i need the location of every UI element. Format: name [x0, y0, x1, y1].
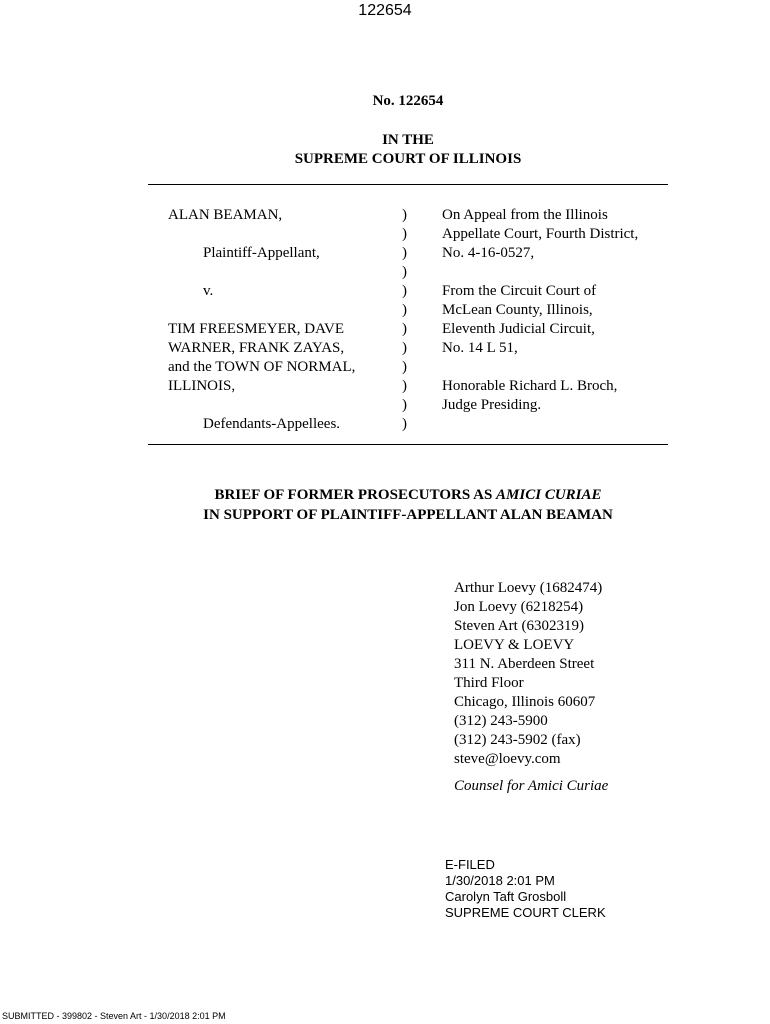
caption-party-line: WARNER, FRANK ZAYAS, [168, 340, 345, 356]
efiled-line: Carolyn Taft Grosboll [445, 889, 567, 904]
efiled-line: 1/30/2018 2:01 PM [445, 873, 555, 888]
caption-party-line: Defendants-Appellees. [203, 416, 341, 432]
counsel-line: Jon Loevy (6218254) [454, 599, 584, 615]
caption-party-line [168, 396, 355, 415]
court-name [0, 131, 770, 169]
caption-appeal-line: McLean County, Illinois, [442, 302, 593, 318]
caption-appeal-line [442, 358, 638, 377]
caption-party-line: TIM FREESMEYER, DAVE [168, 321, 344, 337]
caption-paren: ) [402, 283, 407, 299]
brief-title [0, 485, 770, 525]
counsel-line: Arthur Loevy (1682474) [454, 580, 603, 596]
caption-party-line [168, 225, 355, 244]
caption-paren: ) [402, 302, 407, 318]
caption-appeal-line [442, 415, 638, 434]
caption-paren: ) [402, 416, 407, 432]
page-header-number: 122654 [358, 2, 412, 19]
counsel-line: (312) 243-5900 [454, 713, 548, 729]
caption-appeal-line: From the Circuit Court of [442, 283, 597, 299]
caption-party-line [168, 263, 355, 282]
bottom-rule [148, 444, 668, 445]
court-line-1: IN THE [382, 132, 434, 148]
caption-paren: ) [402, 397, 407, 413]
counsel-block [454, 579, 608, 796]
caption-appeal-line [442, 263, 638, 282]
top-rule [148, 184, 668, 185]
caption-paren: ) [402, 264, 407, 280]
caption-paren: ) [402, 226, 407, 242]
caption-parentheses [402, 206, 407, 434]
caption-paren: ) [402, 245, 407, 261]
counsel-line: Chicago, Illinois 60607 [454, 694, 596, 710]
caption-paren: ) [402, 340, 407, 356]
counsel-line: (312) 243-5902 (fax) [454, 732, 581, 748]
counsel-line: 311 N. Aberdeen Street [454, 656, 595, 672]
counsel-line: Third Floor [454, 675, 524, 691]
caption-appeal-line: No. 14 L 51, [442, 340, 518, 356]
caption-party-line: ALAN BEAMAN, [168, 207, 283, 223]
counsel-role: Counsel for Amici Curiae [454, 778, 609, 794]
counsel-line: LOEVY & LOEVY [454, 637, 575, 653]
caption-party-line: ILLINOIS, [168, 378, 236, 394]
submission-footer: SUBMITTED - 399802 - Steven Art - 1/30/2018 2:01 PM [2, 1011, 226, 1021]
brief-title-prefix: BRIEF OF FORMER PROSECUTORS AS [214, 487, 497, 503]
counsel-line: steve@loevy.com [454, 751, 561, 767]
caption-party-line: v. [203, 283, 214, 299]
brief-title-line-2: IN SUPPORT OF PLAINTIFF-APPELLANT ALAN BEAMAN [203, 507, 613, 523]
counsel-line: Steven Art (6302319) [454, 618, 584, 634]
court-line-2: SUPREME COURT OF ILLINOIS [294, 151, 522, 167]
caption-appeal-line: Appellate Court, Fourth District, [442, 226, 639, 242]
docket-number: No. 122654 [372, 93, 444, 109]
caption-appeal-line: Judge Presiding. [442, 397, 542, 413]
caption-appeal-line: Eleventh Judicial Circuit, [442, 321, 595, 337]
caption-party-line [168, 301, 355, 320]
caption-parties [168, 206, 355, 434]
efiled-line: SUPREME COURT CLERK [445, 905, 606, 920]
caption-paren: ) [402, 359, 407, 375]
caption-appeal-line: No. 4-16-0527, [442, 245, 535, 261]
caption-appeal-line: On Appeal from the Illinois [442, 207, 608, 223]
caption-appeal-line: Honorable Richard L. Broch, [442, 378, 618, 394]
caption-paren: ) [402, 207, 407, 223]
caption-paren: ) [402, 321, 407, 337]
brief-title-line-1 [0, 485, 770, 505]
caption-appeal-info [442, 206, 638, 434]
efiled-line: E-FILED [445, 857, 495, 872]
caption-paren: ) [402, 378, 407, 394]
efiled-stamp [445, 857, 606, 921]
brief-title-amici: AMICI CURIAE [496, 487, 602, 503]
caption-party-line: Plaintiff-Appellant, [203, 245, 320, 261]
caption-party-line: and the TOWN OF NORMAL, [168, 359, 356, 375]
